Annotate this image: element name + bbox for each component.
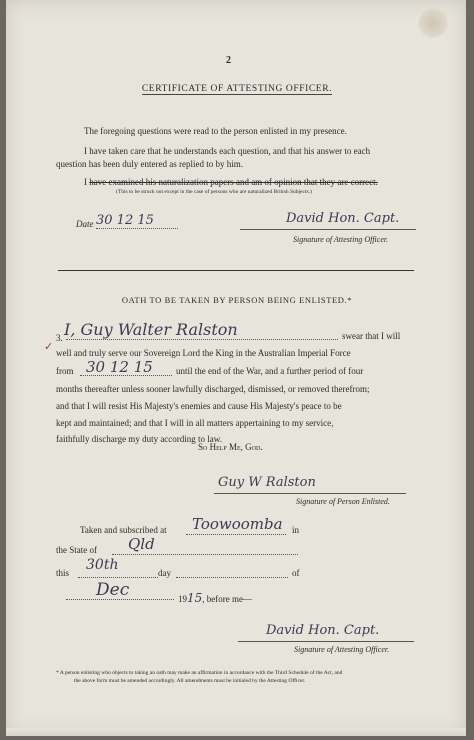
certificate-heading: CERTIFICATE OF ATTESTING OFFICER. (141, 84, 333, 94)
this-label: this (56, 568, 70, 578)
oath-line-7: faithfully discharge my duty according to law. (56, 434, 222, 444)
certificate-line-1: The foregoing questions were read to the person enlisted in my presence. (84, 126, 347, 136)
month-value: Dec (96, 580, 130, 600)
oath-heading: OATH TO BE TAKEN BY PERSON BEING ENLISTED.* (121, 295, 353, 305)
oath-line-5: and that I will resist His Majesty's enemies and cause His Majesty's peace to be (56, 401, 342, 411)
day-value: 30th (86, 557, 119, 573)
footnote-line-2: the above form must be amended accordingly. All amendments must be initialed by the Attesting Officer. (74, 678, 306, 684)
attesting-officer-signature-2: David Hon. Capt. (266, 623, 380, 638)
signature-caption-1: Signature of Attesting Officer. (293, 235, 389, 244)
attesting-officer-signature-1: David Hon. Capt. (286, 211, 400, 226)
from-label: from (56, 366, 74, 376)
date-value: 30 12 15 (96, 213, 154, 228)
enlistee-signature: Guy W Ralston (218, 475, 316, 490)
month-line (66, 599, 174, 600)
certificate-line-2a: I have taken care that he understands each question, and that his answer to each (84, 146, 371, 156)
date-label: Date (76, 219, 94, 229)
day-line (78, 577, 158, 578)
struck-naturalization-text: have examined his naturalization papers and am of opinion that they are correct. (89, 177, 378, 187)
place-value: Toowoomba (192, 515, 283, 533)
oath-line-6: kept and maintained; and that I will in all matters appertaining to my service, (56, 418, 334, 428)
in-label: in (292, 525, 300, 535)
oath-line-4: months thereafter unless sooner lawfully discharged, dismissed, or removed therefrom; (56, 384, 370, 394)
enlistee-name: I, Guy Walter Ralston (64, 320, 238, 339)
certificate-line-3: I have examined his naturalization papers and am of opinion that they are correct. (84, 177, 378, 187)
signature-line-2 (238, 641, 414, 642)
year-line: 1915, before me— (178, 591, 253, 605)
of-label: of (292, 568, 300, 578)
taken-subscribed-label: Taken and subscribed at (80, 525, 167, 535)
state-line (112, 554, 298, 555)
state-label: the State of (56, 545, 97, 555)
page-number: 2 (226, 55, 231, 66)
certificate-line-2b: question has been duly entered as replied to by him. (56, 159, 243, 169)
oath-number: 3. (56, 333, 63, 343)
state-value: Qld (128, 535, 155, 553)
signature-line-1 (240, 229, 416, 230)
enlistee-signature-line (214, 493, 406, 494)
so-help-me-god: So Help Me, God. (198, 442, 263, 452)
date-line (96, 228, 178, 229)
name-line (66, 339, 338, 340)
from-date-line (80, 375, 172, 376)
section-divider (58, 270, 414, 271)
paper-stain (418, 8, 448, 38)
place-line (186, 534, 286, 535)
from-date: 30 12 15 (86, 358, 153, 376)
day-gap-line (176, 577, 288, 578)
margin-tick: ✓ (44, 341, 54, 353)
footnote-line-1: * A person enlisting who objects to taking an oath may make an affirmation in accordance with the Third Schedule of the Act, and (56, 670, 343, 676)
oath-line-2: well and truly serve our Sovereign Lord the King in the Australian Imperial Force (56, 348, 351, 358)
enlistee-signature-caption: Signature of Person Enlisted. (296, 497, 390, 506)
oath-line-3: until the end of the War, and a further period of four (176, 366, 364, 376)
signature-caption-2: Signature of Attesting Officer. (294, 645, 390, 654)
naturalization-note: (This to be struck out except in the case of persons who are naturalized British Subjects.) (116, 189, 312, 195)
day-label: day (158, 568, 171, 578)
swear-text: swear that I will (342, 331, 401, 341)
year-value: 15 (187, 591, 203, 605)
